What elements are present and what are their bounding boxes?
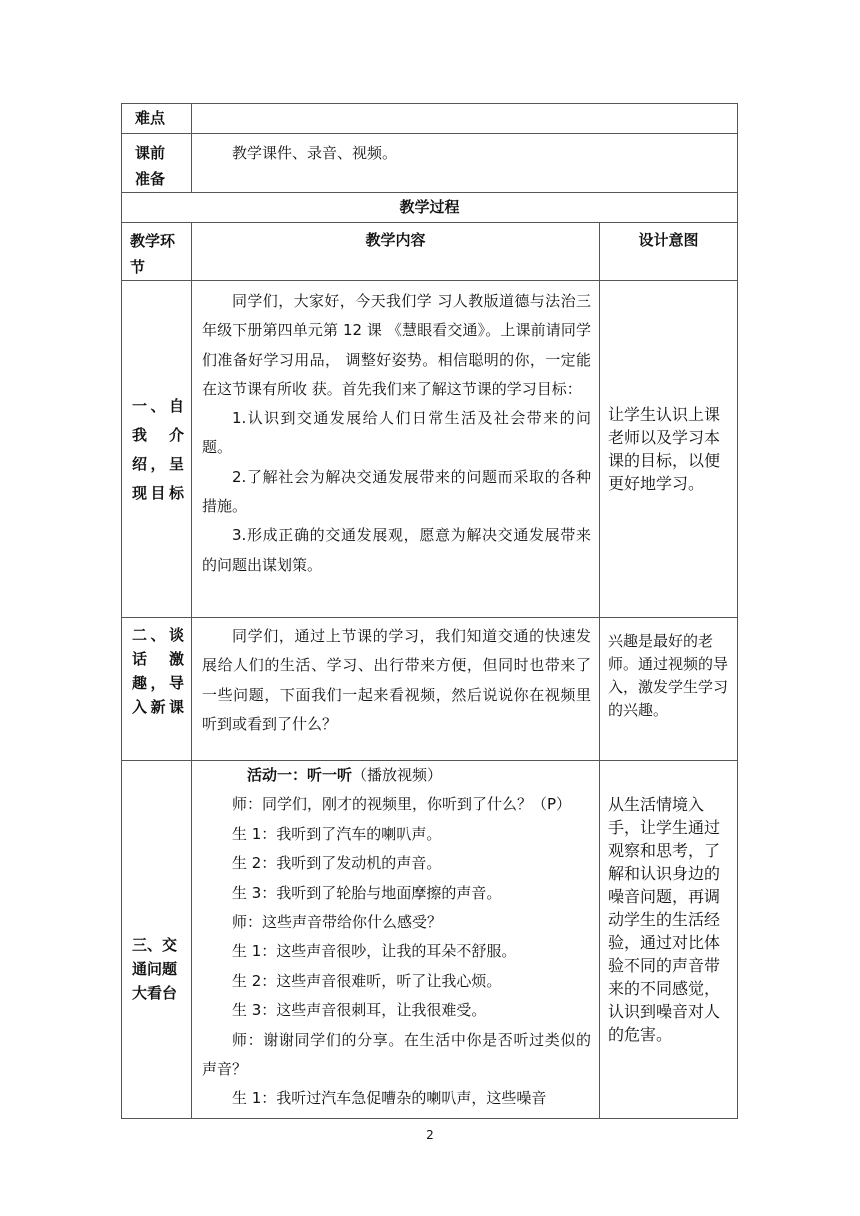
dialogue-line: 生 1：这些声音很吵，让我的耳朵不舒服。 xyxy=(232,942,517,961)
column-intent-header: 设计意图 xyxy=(600,223,738,281)
section-1-stage-text: 一、自我介绍，呈现目标 xyxy=(132,397,184,502)
dialogue-line: 师：同学们，刚才的视频里，你听到了什么？（P） xyxy=(232,795,572,814)
activity-heading xyxy=(202,761,591,790)
section-1-paragraph: 同学们，大家好，今天我们学 习人教版道德与法治三年级下册第四单元第 12 课 《慧眼看交通》。上课前请同学们准备好学习用品， 调整好姿势。相信聪明的你，一定能在这节课有所收 获。首先我们来了解这节课的学习目标： xyxy=(202,292,591,398)
section-row-3 xyxy=(122,761,738,1119)
section-2-paragraph: 同学们，通过上节课的学习，我们知道交通的快速发展给人们的生活、学习、出行带来方便，但同时也带来了一些问题，下面我们一起来看视频，然后说说你在视频里听到或看到了什么？ xyxy=(202,627,591,733)
difficulty-row xyxy=(122,104,738,134)
section-3-stage xyxy=(122,761,192,1119)
dialogue-line: 生 3：这些声音很刺耳，让我很难受。 xyxy=(232,1001,487,1020)
section-1-intent: 让学生认识上课老师以及学习本课的目标，以便更好地学习。 xyxy=(600,281,738,618)
page-number: 2 xyxy=(426,1128,434,1142)
prep-content xyxy=(192,134,738,193)
difficulty-content xyxy=(192,104,738,134)
difficulty-label: 难点 xyxy=(122,104,192,134)
prep-label xyxy=(122,134,192,193)
dialogue-line: 生 1：我听到了汽车的喇叭声。 xyxy=(232,824,442,843)
section-2-content xyxy=(192,618,600,761)
activity-title: 活动一：听一听 xyxy=(247,766,353,784)
section-1-goal-2: 2.了解社会为解决交通发展带来的问题而采取的各种措施。 xyxy=(202,467,591,516)
section-3-content xyxy=(192,761,600,1119)
section-row-2 xyxy=(122,618,738,761)
dialogue-line: 生 1：我听过汽车急促嘈杂的喇叭声，这些噪音 xyxy=(232,1089,547,1108)
column-content-header: 教学内容 xyxy=(192,223,600,281)
section-3-stage-text: 三、交通问题大看台 xyxy=(132,936,178,1003)
process-title-row xyxy=(122,193,738,223)
section-2-stage-text: 二、谈话激趣，导入新课 xyxy=(132,626,184,716)
dialogue-line: 师：谢谢同学们的分享。在生活中你是否听过类似的声音？ xyxy=(202,1030,591,1079)
prep-label-text: 课前准备 xyxy=(135,144,166,188)
section-1-goal-1: 1.认识到交通发展给人们日常生活及社会带来的问题。 xyxy=(202,409,591,457)
section-3-intent: 从生活情境入手，让学生通过观察和思考，了解和认识身边的噪音问题，再调动学生的生活经验，通过对比体验不同的声音带来的不同感觉，认识到噪音对人的危害。 xyxy=(600,761,738,1119)
dialogue-line: 生 3：我听到了轮胎与地面摩擦的声音。 xyxy=(232,883,502,902)
prep-content-text: 教学课件、录音、视频。 xyxy=(232,144,398,162)
prep-row xyxy=(122,134,738,193)
column-header-row xyxy=(122,223,738,281)
column-stage-text: 教学环节 xyxy=(130,232,176,276)
activity-note: （播放视频） xyxy=(352,766,443,784)
section-1-goal-3: 3.形成正确的交通发展观，愿意为解决交通发展带来的问题出谋划策。 xyxy=(202,526,591,574)
lesson-plan-table xyxy=(121,103,738,1119)
dialogue-line: 师：这些声音带给你什么感受？ xyxy=(232,913,443,932)
dialogue-line: 生 2：我听到了发动机的声音。 xyxy=(232,854,442,873)
dialogue-line: 生 2：这些声音很难听，听了让我心烦。 xyxy=(232,971,502,990)
section-2-intent: 兴趣是最好的老师。通过视频的导入，激发学生学习的兴趣。 xyxy=(600,618,738,761)
section-1-content xyxy=(192,281,600,618)
section-2-stage xyxy=(122,618,192,761)
process-title: 教学过程 xyxy=(122,193,738,223)
column-stage-header xyxy=(122,223,192,281)
section-1-stage xyxy=(122,281,192,618)
section-row-1 xyxy=(122,281,738,618)
